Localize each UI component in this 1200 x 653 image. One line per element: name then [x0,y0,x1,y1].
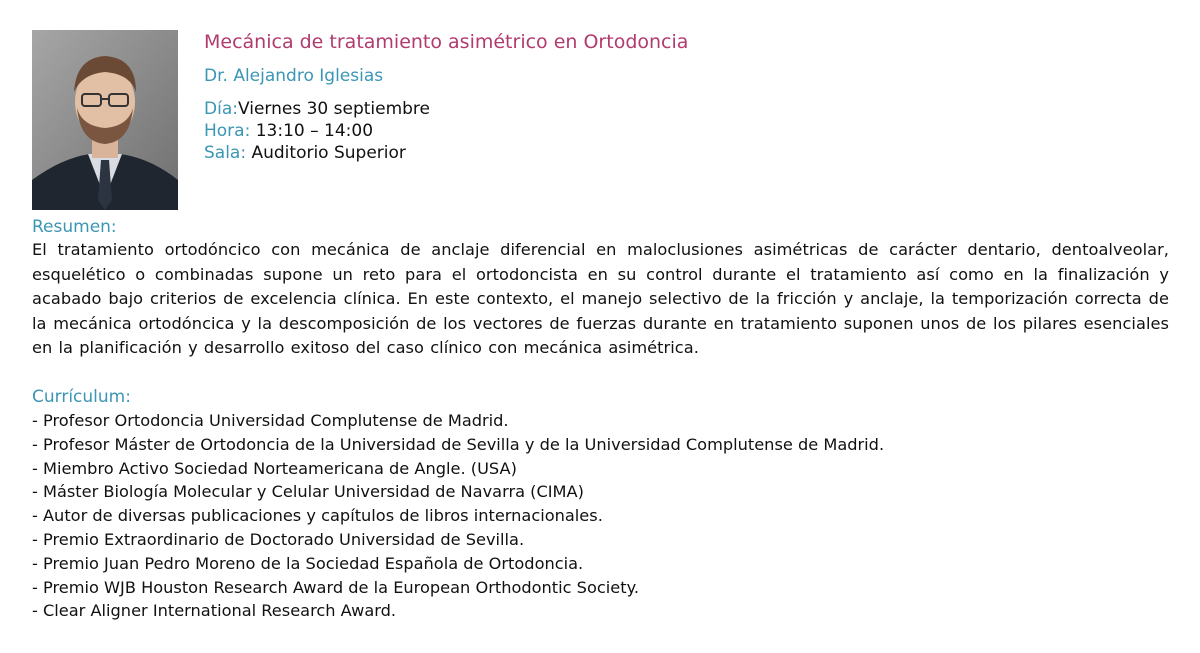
curriculum-section [32,386,1169,623]
curriculum-item: - Clear Aligner International Research Award. [32,601,397,621]
curriculum-item: - Premio Juan Pedro Moreno de la Sociedad Española de Ortodoncia. [32,553,584,573]
curriculum-item: - Autor de diversas publicaciones y capítulos de libros internacionales. [32,506,603,526]
curriculum-item: - Profesor Ortodoncia Universidad Complutense de Madrid. [32,411,509,430]
speaker-name: Dr. Alejandro Iglesias [204,66,384,86]
detail-room-value: Auditorio Superior [251,143,406,163]
detail-time [204,120,1164,142]
detail-room-label: Sala: [204,143,247,163]
detail-time-label: Hora: [204,121,251,141]
talk-header [204,29,1164,164]
speaker-photo [32,30,178,210]
talk-title: Mecánica de tratamiento asimétrico en Ortodoncia [204,31,689,53]
summary-heading: Resumen: [32,217,117,237]
curriculum-item: - Premio WJB Houston Research Award de la European Orthodontic Society. [32,577,639,597]
curriculum-list [32,409,1169,623]
curriculum-item: - Máster Biología Molecular y Celular Universidad de Navarra (CIMA) [32,482,584,502]
curriculum-item: - Premio Extraordinario de Doctorado Universidad de Sevilla. [32,529,525,549]
portrait-image [32,30,178,210]
detail-day [204,98,1164,120]
curriculum-item: - Miembro Activo Sociedad Norteamericana de Angle. (USA) [32,458,517,478]
detail-room [204,142,1164,164]
talk-details [204,98,1164,164]
detail-day-label: Día: [204,99,238,119]
curriculum-heading: Currículum: [32,387,131,407]
detail-time-value: 13:10 – 14:00 [255,121,374,141]
summary-section [32,216,1169,361]
detail-day-value: Viernes 30 septiembre [237,99,431,119]
curriculum-item: - Profesor Máster de Ortodoncia de la Universidad de Sevilla y de la Universidad Complutense de Madrid. [32,434,885,454]
summary-text: El tratamiento ortodóncico con mecánica de anclaje diferencial en maloclusiones asimétricas de carácter dentario, dentoalveolar, esquelético o combinadas supone un reto para el ortodoncista en su control durante el tratamiento así como en la finalización y acabado bajo criterios de excelencia clínica. En este contexto, el manejo selectivo de la fricción y anclaje, la temporización correcta de la mecánica ortodóncica y la descomposición de los vectores de fuerzas durante en tratamiento suponen unos de los pilares esenciales en la planificación y desarrollo exitoso del caso clínico con mecánica asimétrica. [32,240,1169,357]
